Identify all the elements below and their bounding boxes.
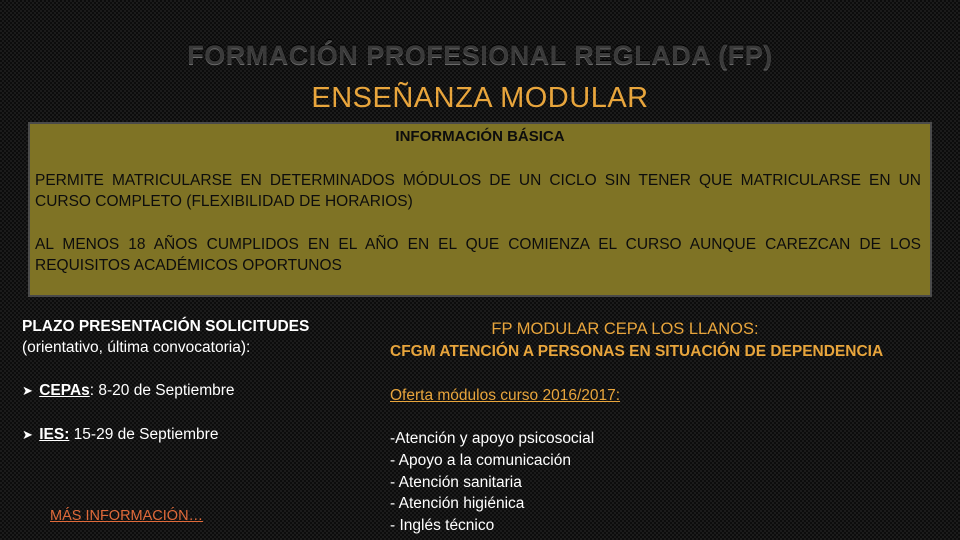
slide-title: FORMACIÓN PROFESIONAL REGLADA (FP): [187, 40, 773, 70]
module-offer-link[interactable]: Oferta módulos curso 2016/2017:: [390, 387, 621, 404]
deadline-item-separator: :: [89, 382, 95, 399]
basic-info-box: [28, 122, 932, 297]
more-info-link[interactable]: MÁS INFORMACIÓN…: [50, 508, 204, 524]
deadlines-heading: PLAZO PRESENTACIÓN SOLICITUDES: [22, 318, 310, 335]
slide-subtitle: ENSEÑANZA MODULAR: [311, 82, 649, 114]
fp-cycle-name: CFGM ATENCIÓN A PERSONAS EN SITUACIÓN DE DEPENDENCIA: [390, 343, 884, 360]
arrow-bullet-icon: ➤: [22, 427, 33, 442]
list-item: - Apoyo a la comunicación: [390, 451, 571, 469]
deadlines-section: [22, 316, 372, 524]
list-item: - Atención higiénica: [390, 495, 525, 513]
list-item: -Atención y apoyo psicosocial: [390, 430, 595, 447]
deadline-item-cepas: [22, 382, 235, 400]
arrow-bullet-icon: ➤: [22, 383, 33, 398]
deadline-item-label: CEPAs: [39, 382, 90, 399]
deadlines-note: (orientativo, última convocatoria):: [22, 339, 251, 356]
deadline-item-value: 15-29 de Septiembre: [69, 426, 219, 443]
list-item: - Atención sanitaria: [390, 473, 522, 491]
basic-info-heading: INFORMACIÓN BÁSICA: [395, 128, 565, 145]
fp-modular-heading: FP MODULAR CEPA LOS LLANOS:: [491, 320, 759, 338]
basic-info-paragraph-1: PERMITE MATRICULARSE EN DETERMINADOS MÓDULOS DE UN CICLO SIN TENER QUE MATRICULARSE EN UN CURSO COMPLETO (FLEXIBILIDAD DE HORARIOS): [35, 172, 921, 210]
basic-info-paragraph-2: AL MENOS 18 AÑOS CUMPLIDOS EN EL AÑO EN EL QUE COMIENZA EL CURSO AUNQUE CAREZCAN DE LOS REQUISITOS ACADÉMICOS OPORTUNOS: [35, 236, 921, 274]
deadline-item-label: IES:: [39, 426, 70, 443]
deadline-item-ies: [22, 426, 218, 444]
deadline-item-value: 8-20 de Septiembre: [94, 382, 235, 399]
module-list: [390, 428, 594, 537]
list-item: - Inglés técnico: [390, 517, 495, 535]
